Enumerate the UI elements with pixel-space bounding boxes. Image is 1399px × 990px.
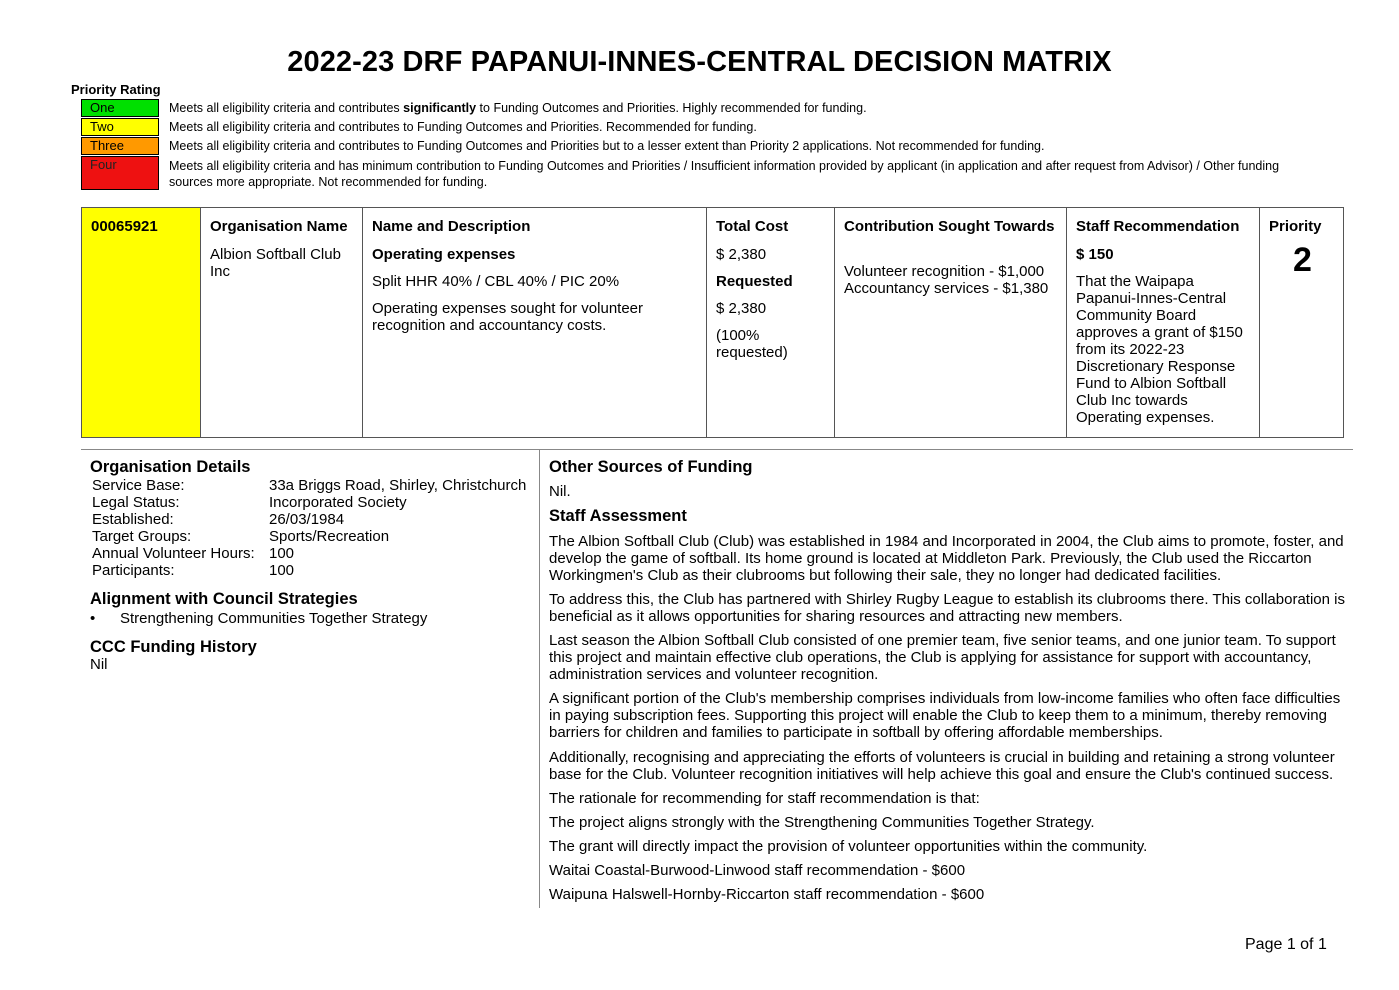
assessment-paragraph: Additionally, recognising and appreciating the efforts of volunteers is crucial in building and retaining a strong volunteer base for the Club. Volunteer recognition initiatives will help achieve this goal and ensure the Club's continued success. [549, 749, 1335, 783]
priority-header: Priority [1269, 218, 1322, 235]
organisation-header: Organisation Name [210, 218, 348, 235]
assessment-paragraph: The rationale for recommending for staff recommendation is that: [549, 790, 980, 807]
recommendation-amount: $ 150 [1076, 246, 1114, 263]
project-name: Operating expenses [372, 246, 516, 263]
contribution-header: Contribution Sought Towards [844, 218, 1055, 235]
alignment-heading: Alignment with Council Strategies [90, 590, 358, 608]
other-sources-value: Nil. [549, 483, 571, 500]
other-sources-heading: Other Sources of Funding [549, 458, 753, 476]
requested-value: $ 2,380 [716, 300, 767, 317]
priority-two-swatch: Two [81, 118, 159, 136]
priority-one-swatch: One [81, 99, 159, 117]
alignment-item: • Strengthening Communities Together Strategy [90, 610, 428, 627]
priority-three-swatch: Three [81, 137, 159, 155]
description-header: Name and Description [372, 218, 531, 235]
org-details-heading: Organisation Details [90, 458, 251, 476]
priority-four-text: Meets all eligibility criteria and has minimum contribution to Funding Outcomes and Priorities / Insufficient information provided by applicant (in application and after request from Advisor) / Other funding sources more appropriate. Not recommended for funding. [169, 159, 1280, 189]
priority-cell [1259, 208, 1345, 437]
recommendation-header: Staff Recommendation [1076, 218, 1240, 235]
funding-history-heading: CCC Funding History [90, 638, 257, 656]
contribution-accountancy: Accountancy services - $1,380 [844, 280, 1049, 297]
staff-assessment-heading: Staff Assessment [549, 507, 687, 525]
organisation-name: Albion Softball Club Inc [210, 246, 341, 280]
assessment-paragraph: The grant will directly impact the provision of volunteer opportunities within the community. [549, 838, 1148, 855]
funding-history-value: Nil [90, 656, 108, 673]
assessment-paragraph: A significant portion of the Club's membership comprises individuals from low-income families who often face difficulties in paying subscription fees. Supporting this project will enable the Club to keep them to a minimum, thereby removing barriers for children and families to participate in softball by offering affordable memberships. [549, 690, 1341, 741]
assessment-paragraph: The project aligns strongly with the Strengthening Communities Together Strategy. [549, 814, 1095, 831]
description-cell [362, 208, 706, 437]
priority-rating-heading: Priority Rating [71, 82, 161, 97]
recommendation-text: That the Waipapa Papanui-Innes-Central Community Board approves a grant of $150 from its 2022-23 Discretionary Response Fund to Albion Softball Club Inc towards Operating expenses. [1076, 273, 1243, 426]
application-id: 00065921 [91, 218, 158, 235]
assessment-paragraph: To address this, the Club has partnered with Shirley Rugby League to establish its clubrooms there. This collaboration is beneficial as it allows opportunities for sharing resources and attracting new members. [549, 591, 1345, 625]
priority-four-swatch: Four [81, 156, 159, 190]
recommendation-cell [1066, 208, 1259, 437]
application-id-cell [82, 208, 200, 437]
requested-percent: (100% requested) [716, 327, 788, 361]
decision-matrix-row [81, 207, 1344, 438]
organisation-cell [200, 208, 362, 437]
total-cost-header: Total Cost [716, 218, 789, 235]
bullet-icon: • [90, 610, 96, 627]
assessment-paragraph: The Albion Softball Club (Club) was established in 1984 and Incorporated in 2004, the Club aims to promote, foster, and develop the game of softball. Its home ground is located at Middleton Park. Previously, the Club used the Riccarton Workingmen's Club as their clubrooms but following their sale, they no longer had dedicated facilities. [549, 533, 1344, 584]
column-divider [539, 450, 540, 908]
assessment-paragraph: Last season the Albion Softball Club consisted of one premier team, five senior teams, and one junior team. To support this project and maintain effective club operations, the Club is applying for assistance for support with accountancy, administration services and volunteer recognition. [549, 632, 1336, 683]
section-divider [81, 449, 1353, 450]
priority-two-text: Meets all eligibility criteria and contributes to Funding Outcomes and Priorities. Recommended for funding. [169, 120, 757, 134]
contribution-volunteer: Volunteer recognition - $1,000 [844, 263, 1045, 280]
assessment-paragraph: Waitai Coastal-Burwood-Linwood staff recommendation - $600 [549, 862, 966, 879]
cost-cell [706, 208, 834, 437]
page-title: 2022-23 DRF PAPANUI-INNES-CENTRAL DECISION MATRIX [287, 46, 1112, 78]
assessment-paragraph: Waipuna Halswell-Hornby-Riccarton staff recommendation - $600 [549, 886, 985, 903]
priority-three-text: Meets all eligibility criteria and contributes to Funding Outcomes and Priorities but to a lesser extent than Priority 2 applications. Not recommended for funding. [169, 139, 1045, 153]
total-cost-value: $ 2,380 [716, 246, 767, 263]
project-split: Split HHR 40% / CBL 40% / PIC 20% [372, 273, 620, 290]
priority-one-text: Meets all eligibility criteria and contributes significantly to Funding Outcomes and Priorities. Highly recommended for funding. [169, 101, 867, 115]
contribution-cell [834, 208, 1066, 437]
requested-label: Requested [716, 273, 793, 290]
page-number: Page 1 of 1 [1245, 936, 1327, 953]
project-description: Operating expenses sought for volunteer recognition and accountancy costs. [372, 300, 644, 334]
priority-value: 2 [1293, 241, 1312, 279]
